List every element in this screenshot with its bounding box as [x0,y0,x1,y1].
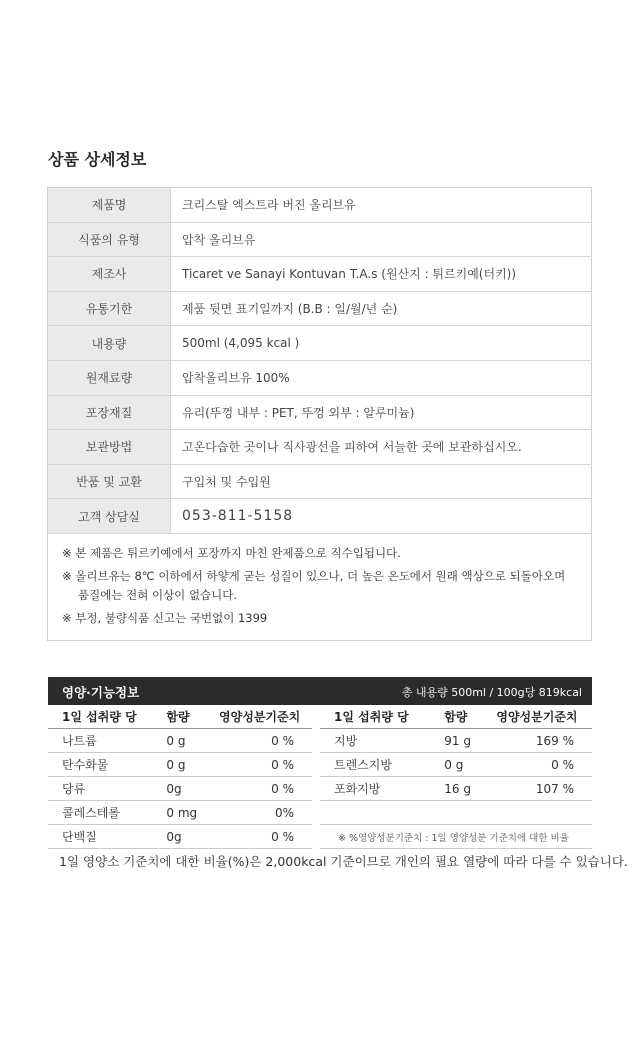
nutrition-row [48,777,312,801]
detail-value: 유리(뚜껑 내부 : PET, 뚜껑 외부 : 알루미늄) [171,395,592,430]
nutrient-percent: 0% [207,801,312,825]
detail-label: 유통기한 [48,291,171,326]
nutrition-summary: 총 내용량 500ml / 100g당 819kcal [401,686,582,699]
detail-value: 압착올리브유 100% [171,360,592,395]
nutrient-name: 트렌스지방 [320,753,440,777]
detail-row [48,430,592,465]
nutrient-name: 당류 [48,777,162,801]
detail-value: 고온다습한 곳이나 직사광선을 피하여 서늘한 곳에 보관하십시오. [171,430,592,465]
detail-label: 원재료량 [48,360,171,395]
nutrient-percent: 0 % [207,753,312,777]
bottom-note: 1일 영양소 기준치에 대한 비율(%)은 2,000kcal 기준이므로 개인의 필요 열량에 따라 다를 수 있습니다. [59,854,628,869]
nutrition-row [48,753,312,777]
nutrition-table-right [320,705,592,849]
note-item: ※ 본 제품은 튀르키예에서 포장까지 마친 완제품으로 직수입됩니다. [62,545,401,560]
nutrient-name: 지방 [320,729,440,753]
detail-row [48,464,592,499]
nutrient-name: 콜레스테롤 [48,801,162,825]
detail-row [48,257,592,292]
phone-number: 053-811-5158 [171,499,592,534]
product-detail-table [47,187,592,641]
note-item: ※ 올리브유는 8℃ 이하에서 하얗게 굳는 성질이 있으나, 더 높은 온도에서 원래 액상으로 되돌아오며 품질에는 전혀 이상이 없습니다. [62,568,566,602]
detail-row [48,188,592,223]
detail-label: 보관방법 [48,430,171,465]
detail-row [48,326,592,361]
nutrient-percent: 0 % [207,825,312,849]
nutrient-percent: 107 % [482,777,592,801]
nutrient-percent: 0 % [207,729,312,753]
nutrient-amount: 0g [162,777,207,801]
notes-row [48,533,592,640]
nutrient-name: 탄수화물 [48,753,162,777]
nutrient-name: 나트륨 [48,729,162,753]
column-header: 영양성분기준치 [207,705,312,729]
notes-box [48,533,592,640]
nutrition-row [48,729,312,753]
nutrient-amount: 0 g [162,753,207,777]
detail-label: 포장재질 [48,395,171,430]
section-title: 상품 상세정보 [48,150,147,169]
nutrient-percent: 0 % [482,753,592,777]
note-item: ※ 부정, 불량식품 신고는 국번없이 1399 [62,610,268,625]
detail-row [48,360,592,395]
detail-value: Ticaret ve Sanayi Kontuvan T.A.s (원산지 : 튀르키예(터키)) [171,257,592,292]
column-header: 함량 [162,705,207,729]
detail-value: 크리스탈 엑스트라 버진 올리브유 [171,188,592,223]
nutrient-amount: 0 mg [162,801,207,825]
detail-label: 고객 상담실 [48,499,171,534]
nutrient-percent: 0 % [207,777,312,801]
nutrient-name: 단백질 [48,825,162,849]
nutrition-header-row [320,705,592,729]
detail-value: 500ml (4,095 kcal ) [171,326,592,361]
nutrition-table-left [48,705,312,849]
detail-label: 제조사 [48,257,171,292]
nutrient-percent: 169 % [482,729,592,753]
nutrient-amount: 91 g [440,729,482,753]
nutrient-name: 포화지방 [320,777,440,801]
detail-row [48,499,592,534]
detail-value: 구입처 및 수입원 [171,464,592,499]
nutrition-header-bar [48,677,592,705]
nutrient-amount: 0 g [162,729,207,753]
column-header: 1일 섭취량 당 [320,705,440,729]
nutrition-row [320,729,592,753]
column-header: 1일 섭취량 당 [48,705,162,729]
nutrient-amount: 16 g [440,777,482,801]
detail-value: 압착 올리브유 [171,222,592,257]
nutrition-header-row [48,705,312,729]
detail-label: 반품 및 교환 [48,464,171,499]
detail-label: 제품명 [48,188,171,223]
detail-row [48,222,592,257]
nutrition-row [48,825,312,849]
nutrient-amount: 0 g [440,753,482,777]
nutrition-row [320,753,592,777]
nutrition-row-empty [320,801,592,825]
empty-cell [320,801,592,825]
column-header: 영양성분기준치 [482,705,592,729]
detail-label: 내용량 [48,326,171,361]
detail-row [48,395,592,430]
nutrition-title: 영양·기능정보 [62,685,140,700]
nutrition-footnote-row [320,825,592,849]
nutrition-footnote: ※ %영양성분기준치 : 1일 영양성분 기준치에 대한 비율 [320,825,592,849]
detail-row [48,291,592,326]
nutrition-row [320,777,592,801]
nutrition-row [48,801,312,825]
column-header: 함량 [440,705,482,729]
nutrient-amount: 0g [162,825,207,849]
detail-value: 제품 뒷면 표기일까지 (B.B : 일/월/년 순) [171,291,592,326]
detail-label: 식품의 유형 [48,222,171,257]
